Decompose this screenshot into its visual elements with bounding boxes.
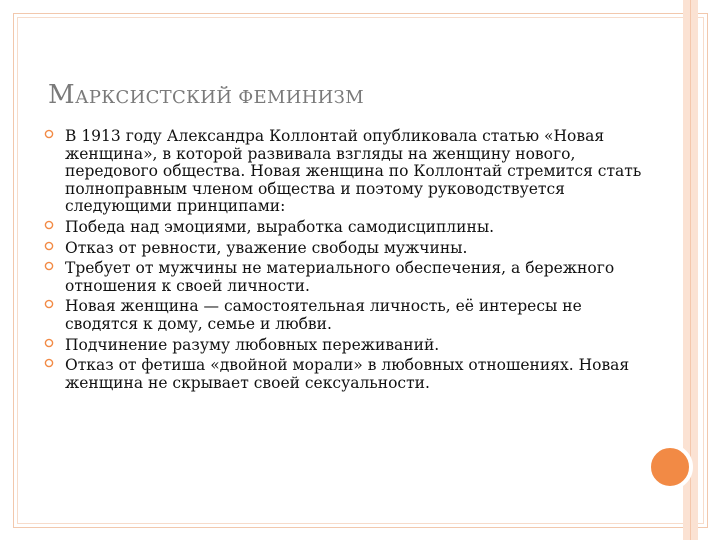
- circle-bullet-icon: [44, 358, 54, 368]
- list-item: [44, 128, 644, 216]
- list-item: [44, 337, 644, 355]
- bullet-text: Отказ от фетиша «двойной морали» в любовных отношениях. Новая женщина не скрывает своей сексуальности.: [65, 356, 630, 392]
- list-item: [44, 240, 644, 258]
- decorative-circle: [647, 444, 693, 490]
- circle-bullet-icon: [44, 129, 54, 139]
- list-item: [44, 260, 644, 295]
- slide-title-initial: М: [48, 80, 75, 110]
- circle-bullet-icon: [44, 261, 54, 271]
- circle-bullet-icon: [44, 338, 54, 348]
- bullet-text: Подчинение разуму любовных переживаний.: [65, 335, 440, 354]
- bullet-text: Требует от мужчины не материального обеспечения, а бережного отношения к своей личности.: [65, 259, 615, 295]
- bullet-list: [44, 128, 644, 392]
- slide-title: [48, 80, 364, 110]
- bullet-text: Победа над эмоциями, выработка самодисциплины.: [65, 217, 495, 236]
- list-item: [44, 219, 644, 237]
- circle-bullet-icon: [44, 241, 54, 251]
- bullet-text: В 1913 году Александра Коллонтай опубликовала статью «Новая женщина», в которой развивала взгляды на женщину нового, передового общества. Новая женщина по Коллонтай стремится стать полноправным членом общества и поэтому руководствуется следующими принципами:: [65, 127, 642, 216]
- circle-bullet-icon: [44, 299, 54, 309]
- circle-bullet-icon: [44, 220, 54, 230]
- slide-title-rest: АРКСИСТСКИЙ ФЕМИНИЗМ: [74, 87, 364, 108]
- list-item: [44, 357, 644, 392]
- list-item: [44, 298, 644, 333]
- bullet-text: Отказ от ревности, уважение свободы мужчины.: [65, 238, 468, 257]
- bullet-text: Новая женщина — самостоятельная личность, её интересы не сводятся к дому, семье и любви.: [65, 297, 582, 333]
